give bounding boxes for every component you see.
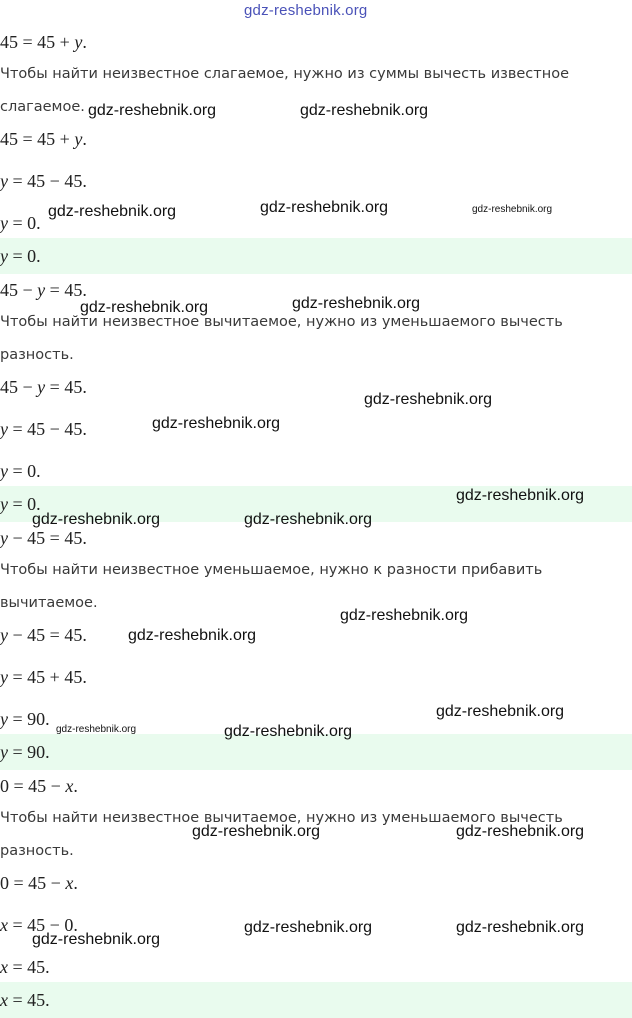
watermark: gdz-reshebnik.org (364, 391, 493, 408)
equation: 0 = 45 − x. (0, 776, 78, 796)
solution-step: y = 90. (0, 709, 50, 729)
watermark: gdz-reshebnik.org (56, 724, 137, 735)
rule-text: Чтобы найти неизвестное слагаемое, нужно из суммы вычесть известное (0, 66, 569, 82)
answer: y = 90. (0, 742, 50, 762)
equation: 45 = 45 + y. (0, 32, 87, 52)
watermark: gdz-reshebnik.org (260, 199, 389, 216)
solution-step: x = 45 − 0. (0, 915, 78, 935)
solution-step: y = 0. (0, 213, 41, 233)
watermark: gdz-reshebnik.org (244, 511, 373, 528)
solution-step: 45 = 45 + y. (0, 129, 87, 149)
solution-step: y = 0. (0, 461, 41, 481)
answer-highlight (0, 982, 632, 1018)
watermark: gdz-reshebnik.org (436, 703, 565, 720)
solution-step: y − 45 = 45. (0, 625, 87, 645)
solution-step: 45 − y = 45. (0, 377, 87, 397)
watermark: gdz-reshebnik.org (292, 295, 421, 312)
answer-highlight (0, 238, 632, 274)
watermark: gdz-reshebnik.org (88, 102, 217, 119)
watermark: gdz-reshebnik.org (456, 487, 585, 504)
answer: x = 45. (0, 990, 50, 1010)
watermark: gdz-reshebnik.org (456, 919, 585, 936)
rule-text: Чтобы найти неизвестное уменьшаемое, нужно к разности прибавить (0, 562, 543, 578)
rule-text: разность. (0, 347, 74, 363)
watermark: gdz-reshebnik.org (224, 723, 353, 740)
rule-text: Чтобы найти неизвестное вычитаемое, нужно из уменьшаемого вычесть (0, 810, 563, 826)
solution-step: y = 45 + 45. (0, 667, 87, 687)
rule-text: слагаемое. (0, 99, 85, 115)
equation: 45 − y = 45. (0, 280, 87, 300)
solution-step: y = 45 − 45. (0, 171, 87, 191)
watermark: gdz-reshebnik.org (472, 204, 553, 215)
watermark: gdz-reshebnik.org (48, 203, 177, 220)
equation: y − 45 = 45. (0, 528, 87, 548)
solution-step: y = 45 − 45. (0, 419, 87, 439)
watermark: gdz-reshebnik.org (340, 607, 469, 624)
solution-step: x = 45. (0, 957, 50, 977)
watermark: gdz-reshebnik.org (244, 919, 373, 936)
solution-step: 0 = 45 − x. (0, 873, 78, 893)
watermark: gdz-reshebnik.org (456, 823, 585, 840)
answer: y = 0. (0, 246, 41, 266)
watermark: gdz-reshebnik.org (80, 299, 209, 316)
watermark: gdz-reshebnik.org (192, 823, 321, 840)
watermark: gdz-reshebnik.org (152, 415, 281, 432)
rule-text: вычитаемое. (0, 595, 98, 611)
watermark: gdz-reshebnik.org (300, 102, 429, 119)
watermark: gdz-reshebnik.org (32, 511, 161, 528)
answer: y = 0. (0, 494, 41, 514)
watermark: gdz-reshebnik.org (128, 627, 257, 644)
site-header-watermark: gdz-reshebnik.org (244, 2, 368, 19)
watermark: gdz-reshebnik.org (32, 931, 161, 948)
rule-text: Чтобы найти неизвестное вычитаемое, нужно из уменьшаемого вычесть (0, 314, 563, 330)
rule-text: разность. (0, 843, 74, 859)
